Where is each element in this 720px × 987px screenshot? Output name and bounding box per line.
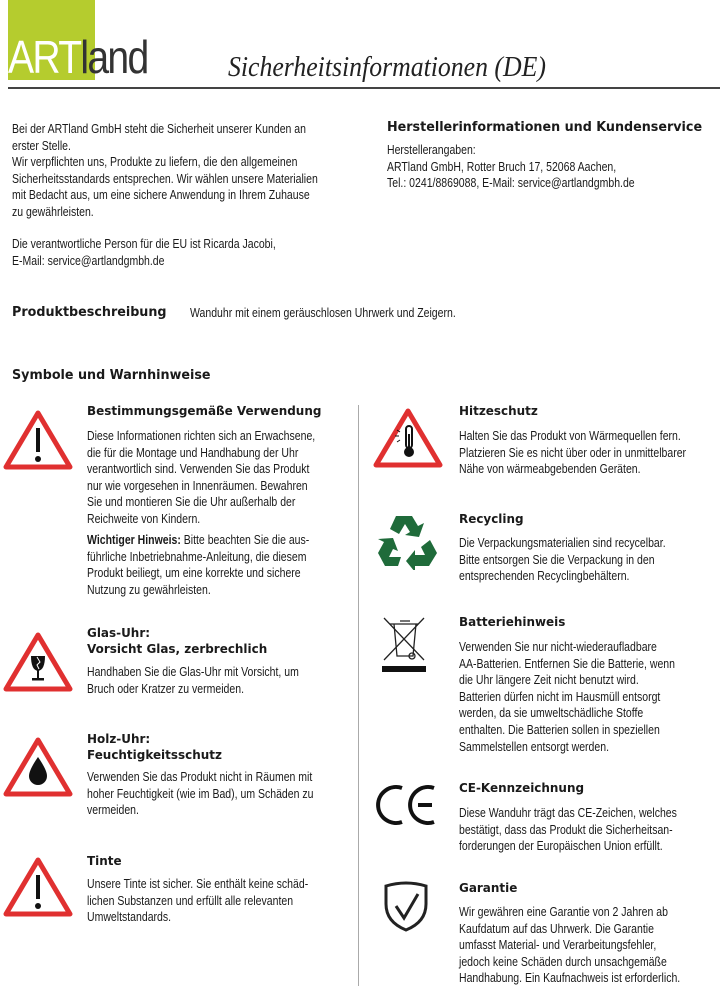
heat-thermometer-icon (372, 406, 444, 470)
manufacturer-info: Herstellerangaben: ARTland GmbH, Rotter Bruch 17, 52068 Aachen, Tel.: 0241/8869088, E-Mail: service@artlandgmbh.de (387, 143, 635, 191)
section-text: Verwenden Sie das Produkt nicht in Räumen mit hoher Feuchtigkeit (wie im Bad), um Schäden zu vermeiden. (87, 770, 314, 818)
section-title: Holz-Uhr: Feuchtigkeitsschutz (87, 731, 222, 762)
ce-mark-icon (374, 782, 438, 826)
section-title: Recycling (459, 511, 524, 526)
warning-exclamation-icon (2, 408, 74, 472)
section-title: Garantie (459, 880, 518, 895)
moisture-drop-icon (2, 735, 74, 799)
section-text: Halten Sie das Produkt von Wärmequellen fern. Platzieren Sie es nicht über oder in unmittelbarer Nähe von wärmeabgebenden Geräten. (459, 429, 687, 477)
intro-paragraph-2: Die verantwortliche Person für die EU ist Ricarda Jacobi, E-Mail: service@artlandgmbh.de (12, 237, 276, 268)
section-title: Hitzeschutz (459, 403, 538, 418)
product-description: Wanduhr mit einem geräuschlosen Uhrwerk und Zeigern. (190, 306, 456, 320)
section-text: Handhaben Sie die Glas-Uhr mit Vorsicht, um Bruch oder Kratzer zu vermeiden. (87, 665, 299, 696)
column-divider (358, 405, 359, 986)
section-text: Unsere Tinte ist sicher. Sie enthält keine schäd- lichen Substanzen und erfüllt alle relevanten Umweltstandards. (87, 877, 309, 925)
intro-paragraph-1: Bei der ARTland GmbH steht die Sicherheit unserer Kunden an erster Stelle. Wir verpflichten uns, Produkte zu liefern, die den allgemeinen Sicherheitsstandards entsprechen. Wir wählen unsere Materialien mit Bedacht aus, um eine sichere Anwendung in Ihrem Zuhause zu gewährleisten. (12, 122, 318, 219)
recycling-icon (378, 512, 438, 570)
guarantee-shield-check-icon (382, 880, 430, 934)
manufacturer-heading: Herstellerinformationen und Kundenservice (387, 120, 703, 135)
header-divider (8, 87, 720, 89)
logo-text: ARTland (8, 31, 148, 83)
symbols-heading: Symbole und Warnhinweise (12, 368, 211, 383)
crossed-out-bin-icon (382, 616, 428, 676)
section-title: Glas-Uhr: Vorsicht Glas, zerbrechlich (87, 625, 268, 656)
note-label: Wichtiger Hinweis: (87, 533, 181, 547)
note-text: Bitte beachten Sie die aus- führliche Inbetriebnahme-Anleitung, die diesem Produkt beiliegt, um eine korrekte und sichere Nutzung zu gewährleisten. (87, 533, 310, 597)
section-text: Diese Wanduhr trägt das CE-Zeichen, welches bestätigt, dass das Produkt die Sicherheitsan- forderungen der Europäischen Union erfüllt. (459, 806, 677, 854)
section-text: Wir gewähren eine Garantie von 2 Jahren ab Kaufdatum auf das Uhrwerk. Die Garantie umfasst Material- und Verarbeitungsfehler, jedoch keine Schäden durch unsachgemäße Handhabung. Ein Kaufnachweis ist erforderlich. (459, 905, 681, 986)
section-title: CE-Kennzeichnung (459, 780, 585, 795)
fragile-glass-icon (2, 630, 74, 694)
warning-exclamation-icon (2, 855, 74, 919)
section-title: Tinte (87, 853, 122, 868)
section-text: Verwenden Sie nur nicht-wiederaufladbare AA-Batterien. Entfernen Sie die Batterie, wenn die Uhr längere Zeit nicht benutzt wird. Batterien dürfen nicht im Hausmüll entsorgt werden, da sie umweltschädliche Stoffe enthalten. Die Batterien sollen in speziellen Sammelstellen entsorgt werden. (459, 640, 675, 754)
product-label: Produktbeschreibung (12, 305, 167, 320)
important-note (87, 532, 309, 598)
section-title: Batteriehinweis (459, 614, 566, 629)
page-title: Sicherheitsinformationen (DE) (228, 52, 546, 83)
section-text: Die Verpackungsmaterialien sind recycelbar. Bitte entsorgen Sie die Verpackung in den entsprechenden Recyclingbehältern. (459, 536, 666, 584)
section-text: Diese Informationen richten sich an Erwachsene, die für die Montage und Handhabung der Uhr verantwortlich sind. Verwenden Sie das Produkt nur wie vorgesehen in Innenräumen. Bewahren Sie und montieren Sie die Uhr außerhalb der Reichweite von Kindern. (87, 429, 316, 526)
section-title: Bestimmungsgemäße Verwendung (87, 403, 322, 418)
